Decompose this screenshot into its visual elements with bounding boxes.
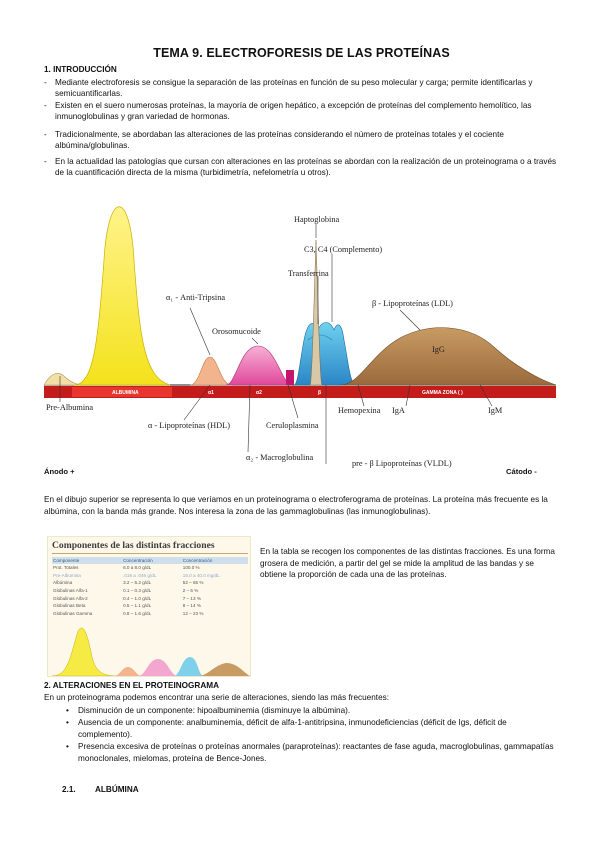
band-label-albumina: ALBUMINA <box>112 390 139 396</box>
label-ceruloplasmina: Ceruloplasmina <box>266 421 319 430</box>
title-underline <box>52 553 248 554</box>
label-hemopexina: Hemopexina <box>338 406 381 415</box>
bullet-item: • Disminución de un componente: hipoalbuminemia (disminuye la albúmina). <box>66 706 351 715</box>
table-row: Globulinas Alfa-1 0.1 – 0.3 g/dL 2 – 5 % <box>53 588 199 594</box>
bullet-item: - Tradicionalmente, se abordaban las alteraciones de las proteínas considerando el número de proteínas totales y el cociente albúmina/globulinas. <box>44 130 504 151</box>
label-complemento: C3, C4 (Complemento) <box>304 245 383 254</box>
bullet-dash: - <box>44 157 47 166</box>
label-transferrina: Transferrina <box>288 269 329 278</box>
peak-transferrina <box>294 323 356 386</box>
bullet-item: - Mediante electroforesis se consigue la separación de las proteínas en función de su peso molecular y carga; permite identificarlas y semicuantificarlas. <box>44 78 533 99</box>
bullet-dot: • <box>66 742 69 751</box>
table-header-row <box>52 557 248 564</box>
table-header: Concentración <box>122 557 182 564</box>
table-row: Prot. Totales 6.0 a 8.0 g/dL 100.0 % <box>53 565 200 571</box>
label-orosomucoide: Orosomucoide <box>212 327 261 336</box>
bullet-dash: - <box>44 130 47 139</box>
section-heading-alteraciones: 2. ALTERACIONES EN EL PROTEINOGRAMA <box>44 681 219 690</box>
bullet-item: - Existen en el suero numerosas proteínas, la mayoría de origen hepático, a excepción de proteínas del complemento hemolítico, las inmunoglobulinas y gran variedad de hormonas. <box>44 101 532 122</box>
label-igm: IgM <box>488 406 503 415</box>
paragraph-proteinograma: En el dibujo superior se representa lo que veríamos en un proteinograma o electroferograma de proteínas. La proteína más frecuente es la albúmina, con la banda más grande. Nos interesa la zona de las gammaglobulinas (las inmunoglobulinas). <box>44 495 548 516</box>
bullet-item: • Presencia excesiva de proteínas o proteínas anormales (paraproteínas): reactantes de fase aguda, macroglobulinas, gammapatías monoclonales, mielomas, proteína de Bence-Jones. <box>66 742 554 763</box>
page-title: TEMA 9. ELECTROFORESIS DE LAS PROTEÍNAS <box>153 46 450 60</box>
bullet-dash: - <box>44 78 47 87</box>
label-pre-beta: pre - β Lipoproteínas (VLDL) <box>352 459 452 468</box>
components-table-figure <box>47 536 251 677</box>
label-antitripsina: α₁ - Anti-Tripsina <box>166 293 226 302</box>
band-label-gamma: GAMMA ZONA ( ) <box>422 390 463 396</box>
peak-antitripsina <box>190 357 232 385</box>
peak-albumina <box>74 207 170 385</box>
peak-haptoglobina <box>310 240 322 385</box>
label-beta-ldl: β - Lipoproteínas (LDL) <box>372 299 453 308</box>
section-heading-introduccion: 1. INTRODUCCIÓN <box>44 65 117 74</box>
bullet-item: - En la actualidad las patologías que cursan con alteraciones en las proteínas se abordan con la realización de un proteinograma o a través de la cuantificación directa de la misma (turbidimetría, nefelometría u otros). <box>44 157 557 178</box>
table-row: Globulinas Beta 0.5 – 1.1 g/dL 8 – 14 % <box>53 603 201 609</box>
bullet-dot: • <box>66 706 69 715</box>
bullet-dash: - <box>44 101 47 110</box>
label-macroglobulina: α₂ - Macroglobulina <box>246 453 314 462</box>
section2-intro: En un proteinograma podemos encontrar una serie de alteraciones, siendo las más frecuentes: <box>44 693 389 702</box>
table-row: Albúmina 3.2 – 5.2 g/dL 52 – 65 % <box>53 580 204 586</box>
subsection-number: 2.1. <box>62 785 76 794</box>
band-ceruloplasmina <box>286 370 294 385</box>
table-row: Globulinas Alfa-2 0.4 – 1.0 g/dL 7 – 13 % <box>53 595 201 601</box>
peak-macroglobulina <box>226 346 292 385</box>
peak-prealbumina <box>44 373 80 385</box>
band-label-a2: α2 <box>256 390 262 396</box>
label-haptoglobina: Haptoglobina <box>294 215 340 224</box>
band-label-b: β <box>318 390 322 396</box>
label-alfa-hdl: α - Lipoproteínas (HDL) <box>148 421 230 430</box>
band-label-a1: α1 <box>208 390 214 396</box>
peak-igg <box>340 328 556 385</box>
table-header: Concentración <box>182 557 248 564</box>
bullet-dot: • <box>66 718 69 727</box>
label-prealbumina: Pre-Albumina <box>46 403 94 412</box>
anode-label: Ánodo + <box>44 467 75 476</box>
label-iga: IgA <box>392 406 405 415</box>
electrophoresis-figure <box>40 180 560 480</box>
components-table-title: Componentes de las distintas fracciones <box>52 540 215 551</box>
subsection-title: ALBÚMINA <box>95 785 139 794</box>
table-row: Globulinas Gamma 0.8 – 1.6 g/dL 12 – 23 % <box>53 610 204 616</box>
table-row: Pre-Albumina .016 a .046 g/dL 16.0 a 40.0 mg/dL <box>53 572 220 578</box>
mini-electrophoresis-graph <box>48 627 251 677</box>
bullet-item: • Ausencia de un componente: analbuminemia, déficit de alfa-1-antitripsina, inmunodeficiencias (déficit de Igs, déficit de complemento). <box>66 718 507 739</box>
cathode-label: Cátodo - <box>506 467 537 476</box>
table-explanation: En la tabla se recogen los componentes de las distintas fracciones. Es una forma grosera de medición, a partir del gel se mide la amplitud de las bandas y se obtiene la proporción de cada una de las proteínas. <box>260 547 555 580</box>
label-igg: IgG <box>432 345 445 354</box>
components-table <box>52 557 248 617</box>
table-header: Componente <box>52 557 122 564</box>
